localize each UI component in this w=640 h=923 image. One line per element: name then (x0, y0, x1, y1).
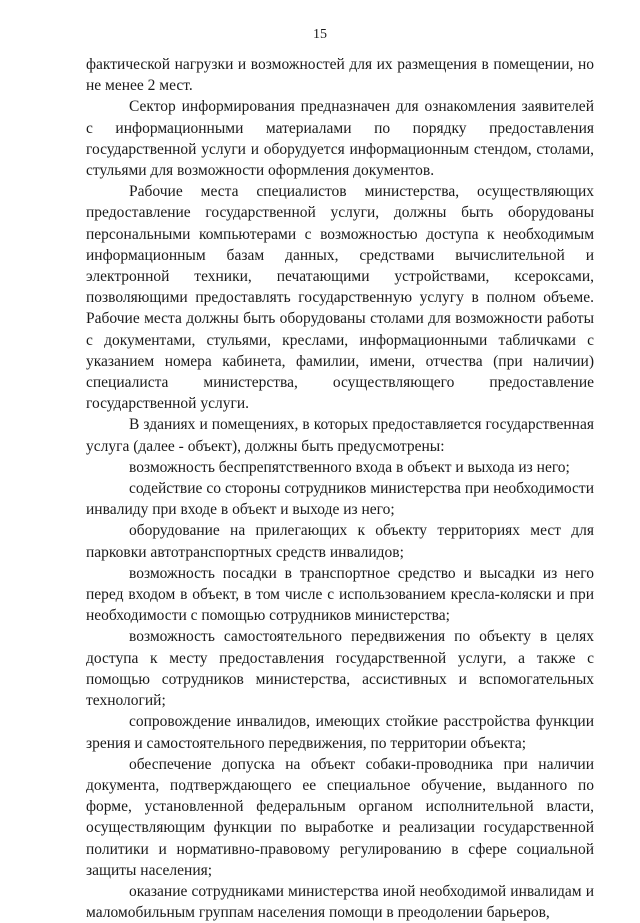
document-body (86, 54, 594, 923)
paragraph: возможность посадки в транспортное средство и высадки из него перед входом в объект, в том числе с использованием кресла-коляски и при необходимости с помощью сотрудников министерства; (86, 564, 594, 625)
paragraph: возможность беспрепятственного входа в объект и выхода из него; (129, 458, 570, 476)
page-number: 15 (313, 27, 327, 42)
paragraph: оборудование на прилегающих к объекту территориях мест для парковки автотранспортных средств инвалидов; (86, 522, 594, 561)
paragraph: Рабочие места специалистов министерства, осуществляющих предоставление государственной услуги, должны быть оборудованы персональными компьютерами с возможностью доступа к необходимым информационным базам данных, средствами вычислительной и электронной техники, печатающими устройствами, ксероксами, позволяющими предоставлять государственную услугу в полном объеме. Рабочие места должны быть оборудованы столами для возможности работы с документами, стульями, креслами, информационными табличками с указанием номера кабинета, фамилии, имени, отчества (при наличии) специалиста министерства, осуществляющего предоставление государственной услуги. (86, 183, 594, 413)
paragraph: обеспечение допуска на объект собаки-проводника при наличии документа, подтверждающего ее специальное обучение, выданного по форме, установленной федеральным органом исполнительной власти, осуществляющим функции по выработке и реализации государственной политики и нормативно-правовому регулированию в сфере социальной защиты населения; (86, 755, 594, 879)
paragraph: В зданиях и помещениях, в которых предоставляется государственная услуга (далее - объект), должны быть предусмотрены: (86, 416, 594, 455)
paragraph: содействие со стороны сотрудников министерства при необходимости инвалиду при входе в объект и выходе из него; (86, 480, 594, 519)
paragraph: Сектор информирования предназначен для ознакомления заявителей с информационными материалами по порядку предоставления государственной услуги и оборудуется информационным стендом, столами, стульями для возможности оформления документов. (86, 98, 594, 180)
paragraph: возможность самостоятельного передвижения по объекту в целях доступа к месту предоставления государственной услуги, а также с помощью сотрудников министерства, ассистивных и вспомогательных технологий; (86, 628, 594, 710)
paragraph: сопровождение инвалидов, имеющих стойкие расстройства функции зрения и самостоятельного передвижения, по территории объекта; (86, 713, 594, 752)
paragraph: оказание сотрудниками министерства иной необходимой инвалидам и маломобильным группам населения помощи в преодолении барьеров, (86, 882, 594, 922)
paragraph: фактической нагрузки и возможностей для их размещения в помещении, но не менее 2 мест. (86, 56, 594, 95)
